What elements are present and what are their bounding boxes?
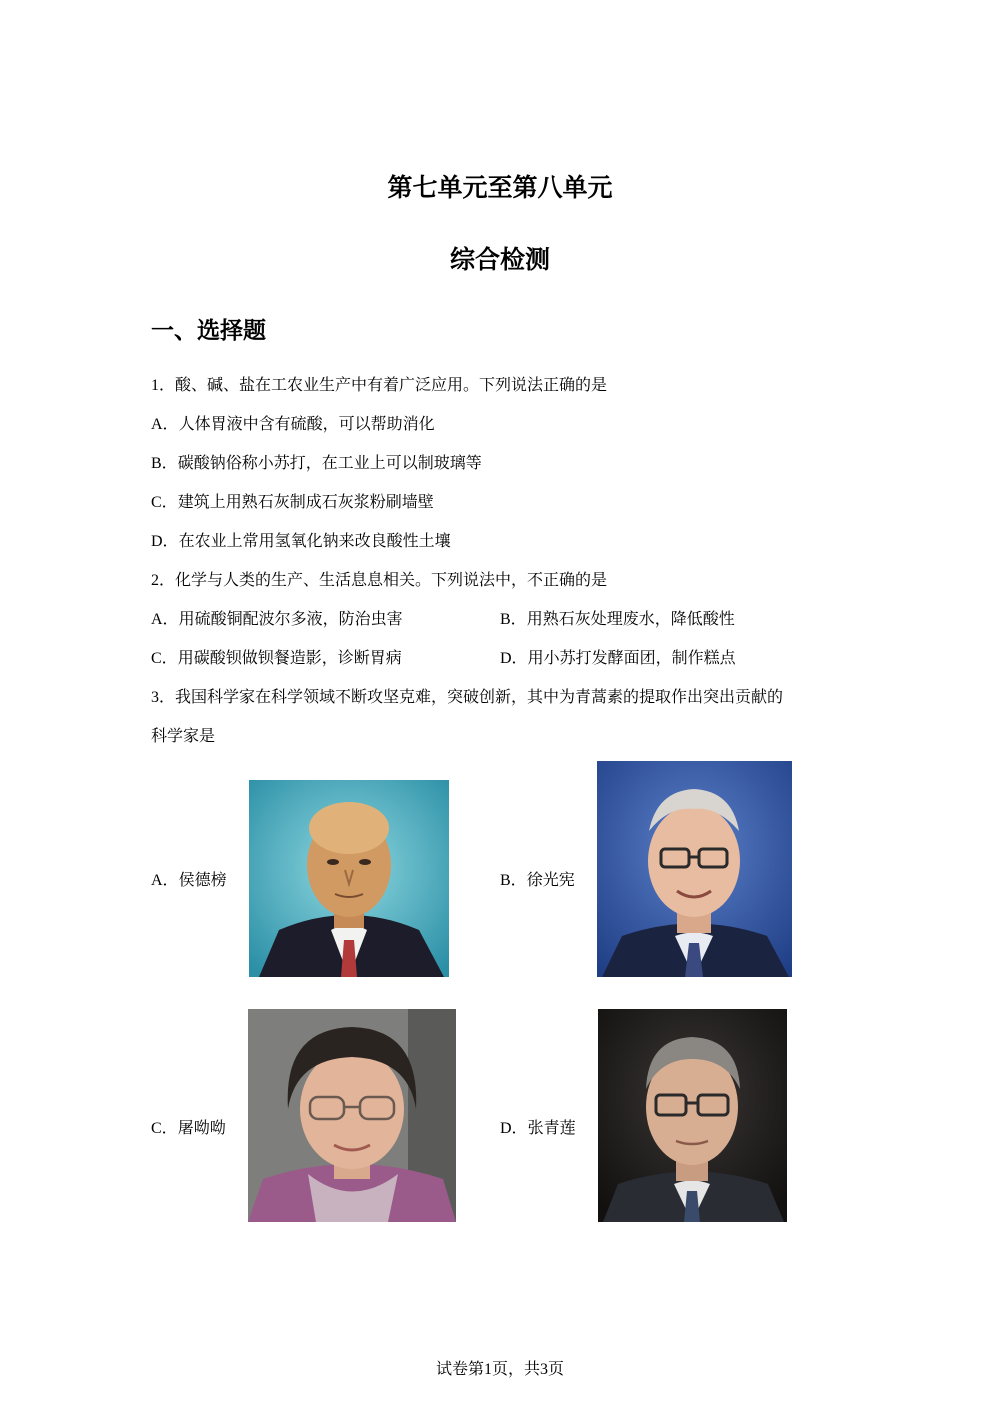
question-text: 科学家是 (151, 726, 216, 745)
question-number: 3． (151, 689, 176, 706)
option-label: A． (151, 611, 179, 628)
option-text: 用硫酸铜配波尔多液，防治虫害 (178, 609, 403, 628)
question-2-option-b (500, 608, 735, 631)
question-number: 2． (151, 572, 176, 589)
option-label: D． (500, 1120, 528, 1137)
option-text: 用熟石灰处理废水，降低酸性 (526, 609, 735, 628)
question-number: 1． (151, 377, 176, 394)
option-label: A． (151, 872, 179, 889)
option-label: A． (151, 416, 179, 433)
option-text: 屠呦呦 (177, 1118, 226, 1137)
option-text: 徐光宪 (526, 870, 575, 889)
question-3-option-a (151, 869, 227, 892)
option-label: D． (151, 533, 179, 550)
question-3-stem (151, 686, 783, 709)
question-text: 化学与人类的生产、生活息息相关。下列说法中，不正确的是 (175, 570, 608, 589)
question-1-option-d (151, 530, 451, 553)
footer-total-pages: 3 (540, 1361, 548, 1378)
option-text: 碳酸钠俗称小苏打，在工业上可以制玻璃等 (177, 453, 482, 472)
portrait-c-image (248, 1009, 456, 1222)
footer-middle: 页，共 (491, 1359, 540, 1378)
question-1-option-a (151, 413, 435, 436)
option-text: 用碳酸钡做钡餐造影，诊断胃病 (177, 648, 402, 667)
section-heading: 一、选择题 (151, 318, 266, 344)
question-text: 我国科学家在科学领域不断攻坚克难，突破创新，其中为青蒿素的提取作出突出贡献的 (175, 687, 784, 706)
question-text: 酸、碱、盐在工农业生产中有着广泛应用。下列说法正确的是 (175, 375, 608, 394)
option-text: 建筑上用熟石灰制成石灰浆粉刷墙壁 (177, 492, 434, 511)
question-2-stem (151, 569, 607, 592)
option-text: 人体胃液中含有硫酸，可以帮助消化 (178, 414, 435, 433)
page-title: 第七单元至第八单元 (387, 173, 613, 202)
question-1-option-b (151, 452, 482, 475)
footer-prefix: 试卷第 (435, 1359, 484, 1378)
option-label: C． (151, 1120, 178, 1137)
footer-page-number: 1 (483, 1361, 492, 1378)
question-3-option-d (500, 1117, 576, 1140)
footer-suffix: 页 (548, 1359, 565, 1378)
question-3-option-b (500, 869, 575, 892)
portrait-a-image (249, 780, 449, 977)
option-text: 用小苏打发酵面团，制作糕点 (527, 648, 736, 667)
option-text: 张青莲 (527, 1118, 576, 1137)
page-footer (0, 1356, 1000, 1379)
option-text: 侯德榜 (178, 870, 227, 889)
question-3-stem-continued (151, 725, 215, 747)
option-text: 在农业上常用氢氧化钠来改良酸性土壤 (178, 531, 451, 550)
option-label: C． (151, 494, 178, 511)
option-label: D． (500, 650, 528, 667)
option-label: B． (151, 455, 178, 472)
portrait-d-image (598, 1009, 787, 1222)
question-2-option-d (500, 647, 736, 670)
option-label: C． (151, 650, 178, 667)
question-1-stem (151, 374, 607, 397)
option-label: B． (500, 872, 527, 889)
question-2-option-c (151, 647, 402, 670)
question-3-option-c (151, 1117, 226, 1140)
question-1-option-c (151, 491, 434, 514)
page-subtitle: 综合检测 (449, 245, 550, 274)
portrait-b-image (597, 761, 792, 977)
question-2-option-a (151, 608, 403, 631)
option-label: B． (500, 611, 527, 628)
